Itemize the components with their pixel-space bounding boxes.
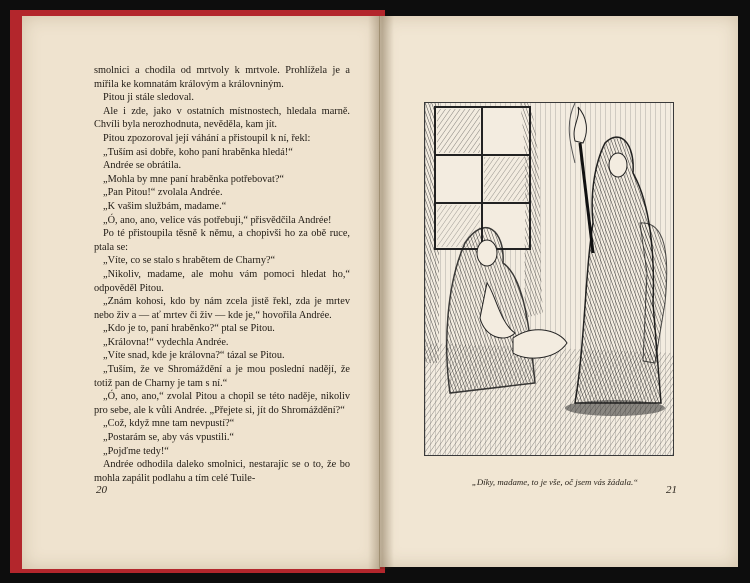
page-number-left: 20 — [96, 484, 107, 496]
paragraph: smolnici a chodila od mrtvoly k mrtvole. Prohlížela je a mířila ke komnatám královým a královniným. — [94, 65, 350, 90]
paragraph: Ale i zde, jako v ostatních místnostech, hledala marně. Chvíli byla nerozhodnuta, nevěděla, kam jít. — [94, 105, 350, 131]
paragraph: „Nikoliv, madame, ale mohu vám pomoci hledat ho,“ odpověděl Pitou. — [94, 268, 350, 294]
paragraph: „Ó, ano, ano,“ zvolal Pitou a chopil se této naděje, nikoliv pro sebe, ale k vůli Andrée. „Přejete si, jít do Shromáždění?“ — [94, 391, 350, 416]
paragraph: „Pojďme tedy!“ — [103, 445, 169, 457]
paragraph: Po té přistoupila těsně k němu, a chopivši ho za obě ruce, ptala se: — [94, 228, 350, 253]
paragraph: „Královna!“ vydechla Andrée. — [103, 336, 229, 348]
paragraph: „Víte snad, kde je královna?“ tázal se Pitou. — [103, 350, 285, 362]
illustration-caption: „Díky, madame, to je vše, oč jsem vás žádala.“ — [471, 477, 639, 487]
paragraph: „Což, když mne tam nevpustí?“ — [103, 418, 235, 430]
paragraph: „Kdo je to, paní hraběnko?“ ptal se Pitou. — [103, 323, 275, 335]
paragraph: Andrée odhodila daleko smolnici, nestarajíc se o to, že bo mohla zapálit podlahu a tím celé Tuile- — [94, 459, 350, 484]
left-page-text — [94, 64, 350, 485]
paragraph: Pitou zpozoroval její váhání a přistoupil k ní, řekl: — [103, 132, 311, 144]
paragraph: „Znám kohosi, kdo by nám zcela jistě řekl, zda je mrtev nebo živ a — ať mrtev či živ — kde je,“ hovořila Andrée. — [94, 296, 350, 321]
book-gutter — [368, 16, 394, 569]
paragraph: „Pan Pitou!“ zvolala Andrée. — [103, 187, 223, 199]
page-number-right: 21 — [666, 484, 677, 496]
paragraph: „Tuším asi dobře, koho paní hraběnka hledá!“ — [103, 146, 293, 158]
paragraph: „Tuším, že ve Shromáždění a je mou poslední nadějí, že totiž pan de Charny je tam s ní.“ — [94, 364, 350, 389]
paragraph: Andrée se obrátila. — [103, 160, 182, 172]
paragraph: „Postarám se, aby vás vpustili.“ — [103, 432, 234, 444]
paragraph: „Víte, co se stalo s hrabětem de Charny?“ — [103, 255, 276, 267]
paragraph: „Mohla by mne paní hraběnka potřebovat?“ — [103, 173, 284, 185]
engraving-illustration — [424, 102, 674, 456]
paragraph: „Ó, ano, ano, velice vás potřebuji,“ přisvědčila Andrée! — [103, 214, 332, 226]
paragraph: Pitou ji stále sledoval. — [103, 92, 194, 104]
illustration-drawing — [425, 103, 673, 455]
paragraph: „K vašim službám, madame.“ — [103, 200, 227, 212]
